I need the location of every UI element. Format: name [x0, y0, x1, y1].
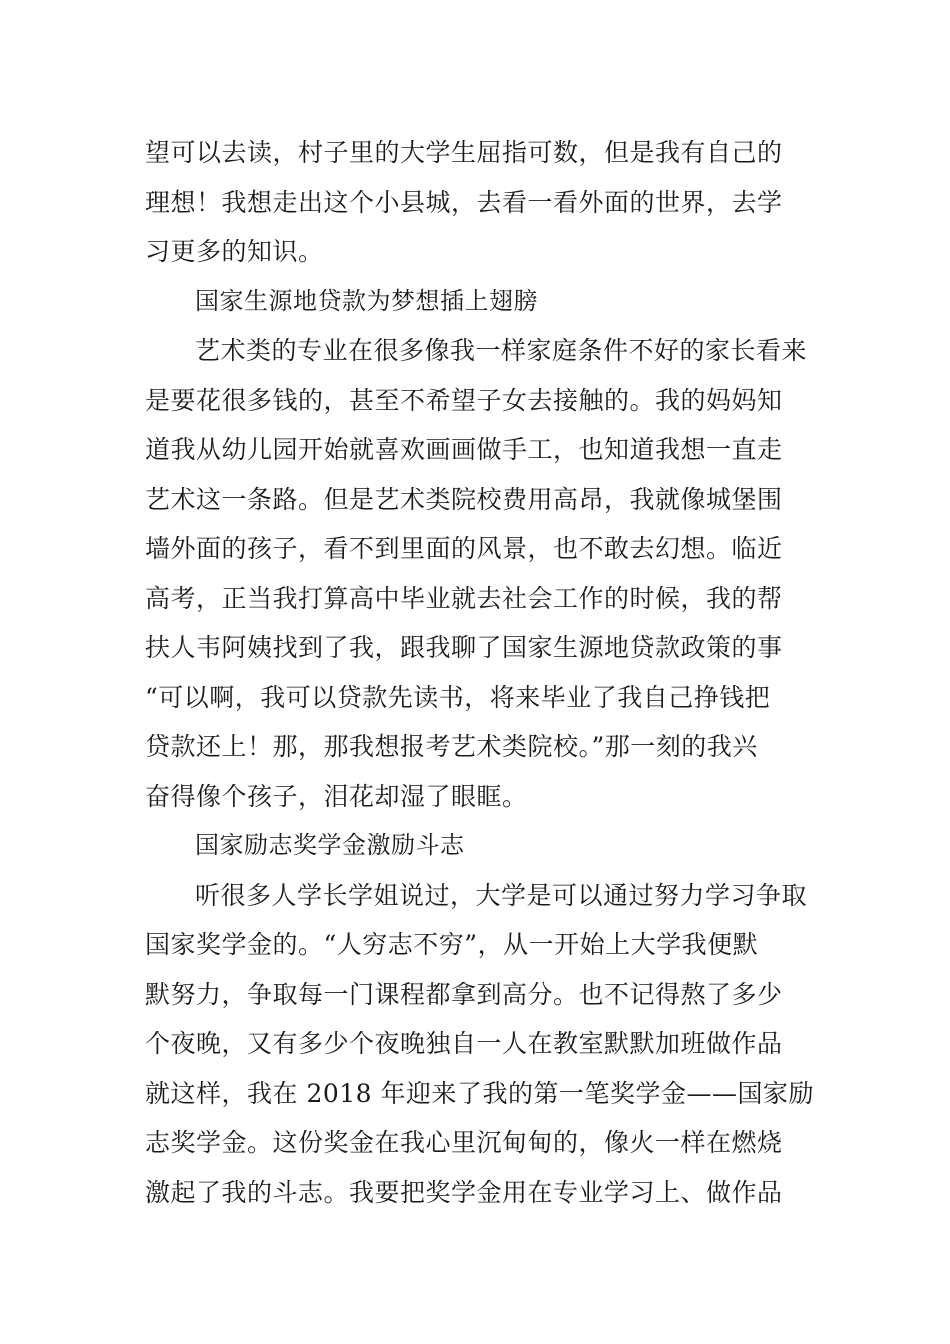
paragraph-first-line: 听很多人学长学姐说过，大学是可以通过努力学习争取: [195, 880, 808, 910]
body-line: 国家奖学金的。“人穷志不穷”，从一开始上大学我便默: [145, 930, 759, 959]
body-line: 高考，正当我打算高中毕业就去社会工作的时候，我的帮: [145, 583, 783, 613]
body-line: 是要花很多钱的，甚至不希望子女去接触的。我的妈妈知: [145, 385, 783, 415]
body-line: 个夜晚，又有多少个夜晚独自一人在教室默默加班做作品: [145, 1029, 783, 1058]
body-line: 扶人韦阿姨找到了我，跟我聊了国家生源地贷款政策的事: [145, 633, 783, 662]
body-line: 奋得像个孩子，泪花却湿了眼眶。: [145, 781, 528, 811]
body-line: 道我从幼儿园开始就喜欢画画做手工，也知道我想一直走: [145, 435, 783, 464]
body-line: “可以啊，我可以贷款先读书，将来毕业了我自己挣钱把: [145, 682, 771, 712]
body-line: 志奖学金。这份奖金在我心里沉甸甸的，像火一样在燃烧: [145, 1128, 783, 1157]
body-line: 激起了我的斗志。我要把奖学金用在专业学习上、做作品: [145, 1177, 783, 1207]
section-heading-scholarship: 国家励志奖学金激励斗志: [195, 831, 465, 859]
paragraph-first-line: 艺术类的专业在很多像我一样家庭条件不好的家长看来: [195, 336, 808, 365]
body-line: 墙外面的孩子，看不到里面的风景，也不敢去幻想。临近: [145, 534, 783, 563]
body-line: 艺术这一条路。但是艺术类院校费用高昂，我就像城堡围: [145, 484, 783, 514]
body-line: 贷款还上！那，那我想报考艺术类院校。”那一刻的我兴: [145, 732, 758, 761]
body-line: 望可以去读，村子里的大学生屈指可数，但是我有自己的: [145, 138, 783, 167]
body-line: 习更多的知识。: [145, 237, 324, 266]
body-line: 理想！我想走出这个小县城，去看一看外面的世界，去学: [145, 187, 783, 217]
section-heading-loan: 国家生源地贷款为梦想插上翅膀: [195, 286, 538, 315]
body-line: 就这样，我在 2018 年迎来了我的第一笔奖学金——国家励: [145, 1078, 815, 1108]
document-body: [145, 128, 815, 1217]
body-line: 默努力，争取每一门课程都拿到高分。也不记得熬了多少: [145, 979, 783, 1009]
